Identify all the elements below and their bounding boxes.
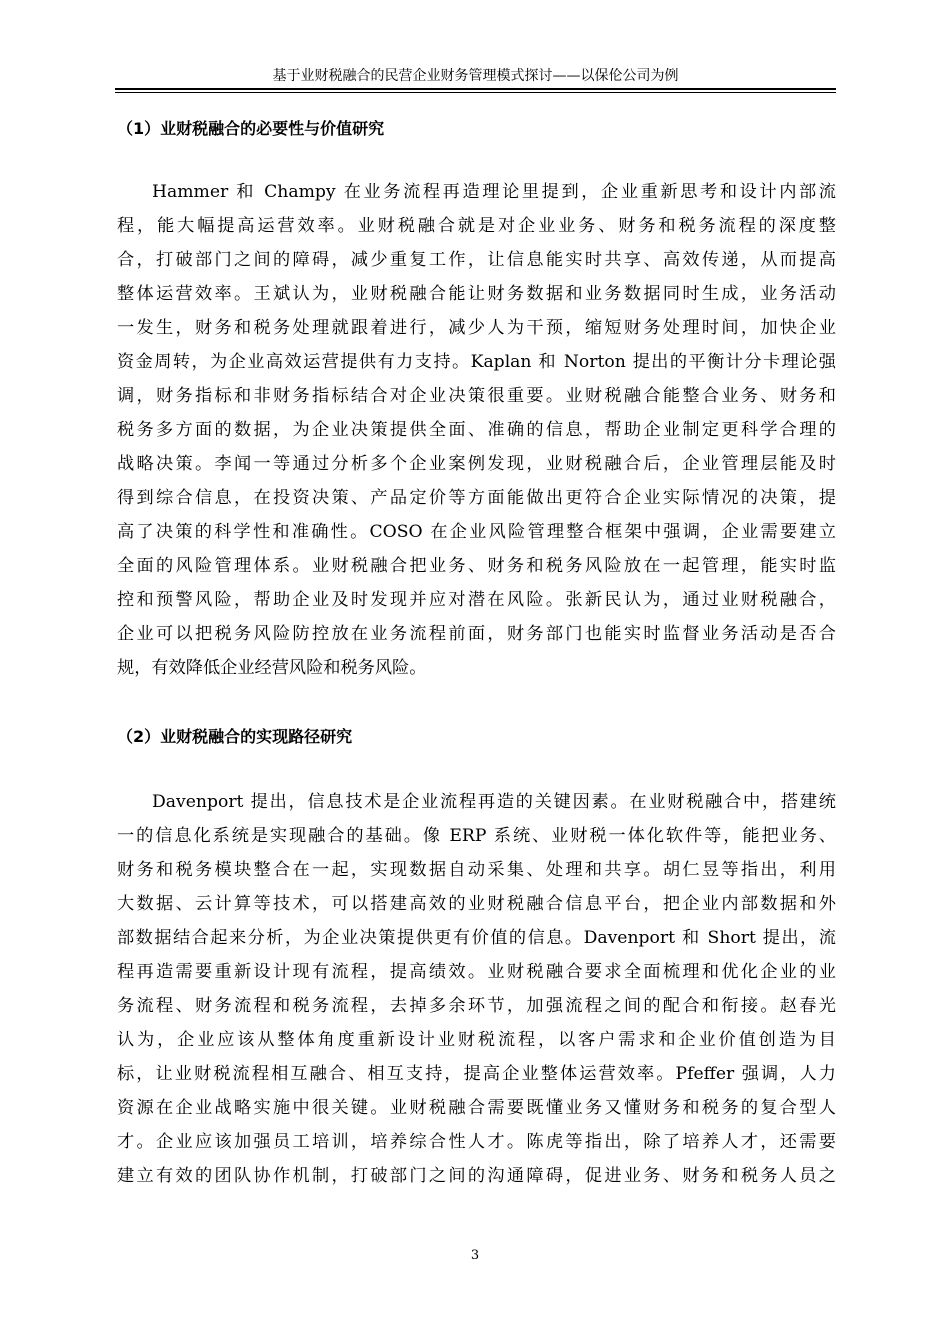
section-1-line: 高了决策的科学性和准确性。COSO 在企业风险管理整合框架中强调，企业需要建立 [117, 522, 836, 542]
section-2-line: 一的信息化系统是实现融合的基础。像 ERP 系统、业财税一体化软件等，能把业务、 [117, 826, 836, 846]
section-1-line: 一发生，财务和税务处理就跟着进行，减少人为干预，缩短财务处理时间，加快企业 [117, 318, 836, 338]
section-2-line: 务流程、财务流程和税务流程，去掉多余环节，加强流程之间的配合和衔接。赵春光 [117, 996, 836, 1016]
section-2-line: 资源在企业战略实施中很关键。业财税融合需要既懂业务又懂财务和税务的复合型人 [117, 1098, 836, 1118]
section-1-line: 战略决策。李闻一等通过分析多个企业案例发现，业财税融合后，企业管理层能及时 [117, 454, 836, 474]
header-rule-thick [115, 88, 836, 90]
section-2-line: 才。企业应该加强员工培训，培养综合性人才。陈虎等指出，除了培养人才，还需要 [117, 1132, 836, 1152]
section-1-line: 程，能大幅提高运营效率。业财税融合就是对企业业务、财务和税务流程的深度整 [117, 216, 836, 236]
section-2-line: 财务和税务模块整合在一起，实现数据自动采集、处理和共享。胡仁昱等指出，利用 [117, 860, 836, 880]
section-2-line: 建立有效的团队协作机制，打破部门之间的沟通障碍，促进业务、财务和税务人员之 [117, 1166, 836, 1186]
running-header: 基于业财税融合的民营企业财务管理模式探讨——以保伦公司为例 [272, 68, 679, 84]
section-2-line: Davenport 提出，信息技术是企业流程再造的关键因素。在业财税融合中，搭建统 [152, 792, 836, 812]
section-1-line: 整体运营效率。王斌认为，业财税融合能让财务数据和业务数据同时生成，业务活动 [117, 284, 836, 304]
section-2-heading: （2）业财税融合的实现路径研究 [117, 727, 353, 746]
section-2-line: 部数据结合起来分析，为企业决策提供更有价值的信息。Davenport 和 Short 提出，流 [117, 928, 836, 948]
section-1-line: 全面的风险管理体系。业财税融合把业务、财务和税务风险放在一起管理，能实时监 [117, 556, 836, 576]
page-number: 3 [470, 1248, 480, 1263]
section-2-line: 大数据、云计算等技术，可以搭建高效的业财税融合信息平台，把企业内部数据和外 [117, 894, 836, 914]
section-1-line: 调，财务指标和非财务指标结合对企业决策很重要。业财税融合能整合业务、财务和 [117, 386, 836, 406]
section-1-line: 税务多方面的数据，为企业决策提供全面、准确的信息，帮助企业制定更科学合理的 [117, 420, 836, 440]
section-1-line: 控和预警风险，帮助企业及时发现并应对潜在风险。张新民认为，通过业财税融合， [117, 590, 836, 610]
section-1-line: 规，有效降低企业经营风险和税务风险。 [117, 658, 427, 678]
section-1-line: Hammer 和 Champy 在业务流程再造理论里提到，企业重新思考和设计内部流 [152, 182, 836, 202]
section-1-heading: （1）业财税融合的必要性与价值研究 [117, 119, 385, 138]
section-2-line: 标，让业财税流程相互融合、相互支持，提高企业整体运营效率。Pfeffer 强调，人力 [117, 1064, 836, 1084]
section-2-line: 程再造需要重新设计现有流程，提高绩效。业财税融合要求全面梳理和优化企业的业 [117, 962, 836, 982]
section-1-line: 企业可以把税务风险防控放在业务流程前面，财务部门也能实时监督业务活动是否合 [117, 624, 836, 644]
section-1-line: 合，打破部门之间的障碍，减少重复工作，让信息能实时共享、高效传递，从而提高 [117, 250, 836, 270]
header-rule-thin [115, 92, 836, 93]
section-2-line: 认为，企业应该从整体角度重新设计业财税流程，以客户需求和企业价值创造为目 [117, 1030, 836, 1050]
section-1-line: 资金周转，为企业高效运营提供有力支持。Kaplan 和 Norton 提出的平衡计分卡理论强 [117, 352, 836, 372]
section-1-line: 得到综合信息，在投资决策、产品定价等方面能做出更符合企业实际情况的决策，提 [117, 488, 836, 508]
